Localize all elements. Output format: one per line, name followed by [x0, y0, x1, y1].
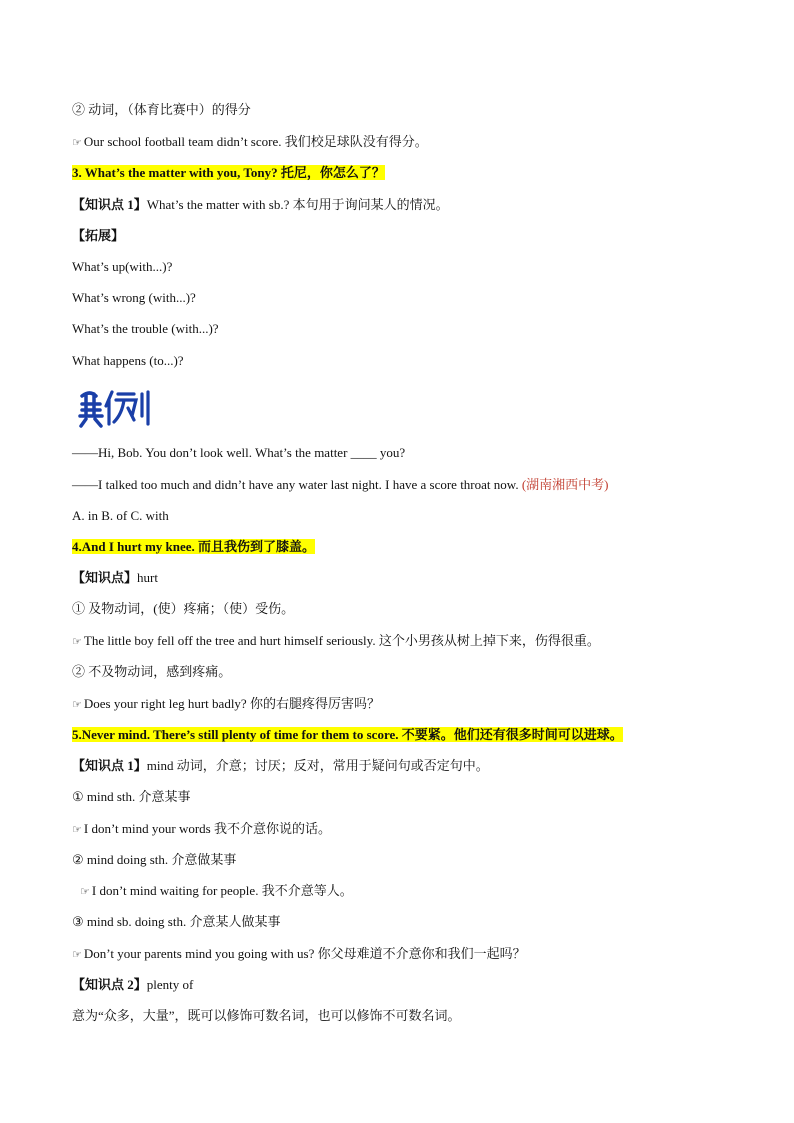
example-mind-2: ☞ I don’t mind waiting for people. 我不介意等人。	[80, 883, 353, 898]
example-question: ——Hi, Bob. You don’t look well. What’s the matter ____ you?	[72, 445, 406, 460]
example-hurt-2: ☞ Does your right leg hurt badly? 你的右腿疼得厉害吗？	[72, 696, 380, 711]
hurt-transitive: ① 及物动词，(使）疼痛；（使）受伤。	[72, 601, 295, 616]
heading-5: 5.Never mind. There’s still plenty of time for them to score. 不要紧。他们还有很多时间可以进球。	[72, 727, 623, 742]
knowledge-point-1-mind: 【知识点 1】mind 动词，介意；讨厌；反对，常用于疑问句或否定句中。	[72, 758, 489, 773]
example-options: A. in B. of C. with	[72, 508, 169, 523]
writing-hand-icon: ☞	[72, 948, 82, 961]
mind-usage-2: ② mind doing sth. 介意做某事	[72, 852, 237, 867]
mind-usage-3: ③ mind sb. doing sth. 介意某人做某事	[72, 914, 281, 929]
line-score-verb: ② 动词，（体育比赛中）的得分	[72, 102, 251, 117]
writing-hand-icon: ☞	[72, 136, 82, 149]
writing-hand-icon: ☞	[72, 823, 82, 836]
example-logo-icon	[76, 386, 156, 428]
extension-label: 【拓展】	[72, 228, 125, 243]
heading-4: 4.And I hurt my knee. 而且我伤到了膝盖。	[72, 539, 316, 554]
knowledge-point-2: 【知识点 2】plenty of	[72, 977, 194, 992]
extension-item: What’s wrong (with...)?	[72, 290, 196, 305]
extension-item: What’s the trouble (with...)?	[72, 321, 219, 336]
extension-item: What happens (to...)?	[72, 353, 184, 368]
extension-item: What’s up(with...)?	[72, 259, 173, 274]
plenty-of-meaning: 意为“众多，大量”，既可以修饰可数名词，也可以修饰不可数名词。	[72, 1008, 461, 1023]
knowledge-point-1: 【知识点 1】What’s the matter with sb.? 本句用于询问某人的情况。	[72, 197, 449, 212]
writing-hand-icon: ☞	[80, 885, 90, 898]
writing-hand-icon: ☞	[72, 698, 82, 711]
example-mind-1: ☞ I don’t mind your words 我不介意你说的话。	[72, 821, 331, 836]
example-answer: ——I talked too much and didn’t have any water last night. I have a score throat now. (湖南湘西中考)	[72, 477, 609, 492]
example-hurt: ☞ The little boy fell off the tree and hurt himself seriously. 这个小男孩从树上掉下来，伤得很重。	[72, 633, 600, 648]
knowledge-point: 【知识点】hurt	[72, 570, 158, 585]
writing-hand-icon: ☞	[72, 635, 82, 648]
source-note: (湖南湘西中考)	[521, 477, 609, 492]
heading-3: 3. What’s the matter with you, Tony? 托尼，你怎么了？	[72, 165, 385, 180]
hurt-intransitive: ② 不及物动词，感到疼痛。	[72, 664, 232, 679]
mind-usage-1: ① mind sth. 介意某事	[72, 789, 191, 804]
example-score: ☞ Our school football team didn’t score. 我们校足球队没有得分。	[72, 134, 428, 149]
example-mind-3: ☞ Don’t your parents mind you going with us? 你父母难道不介意你和我们一起吗？	[72, 946, 526, 961]
